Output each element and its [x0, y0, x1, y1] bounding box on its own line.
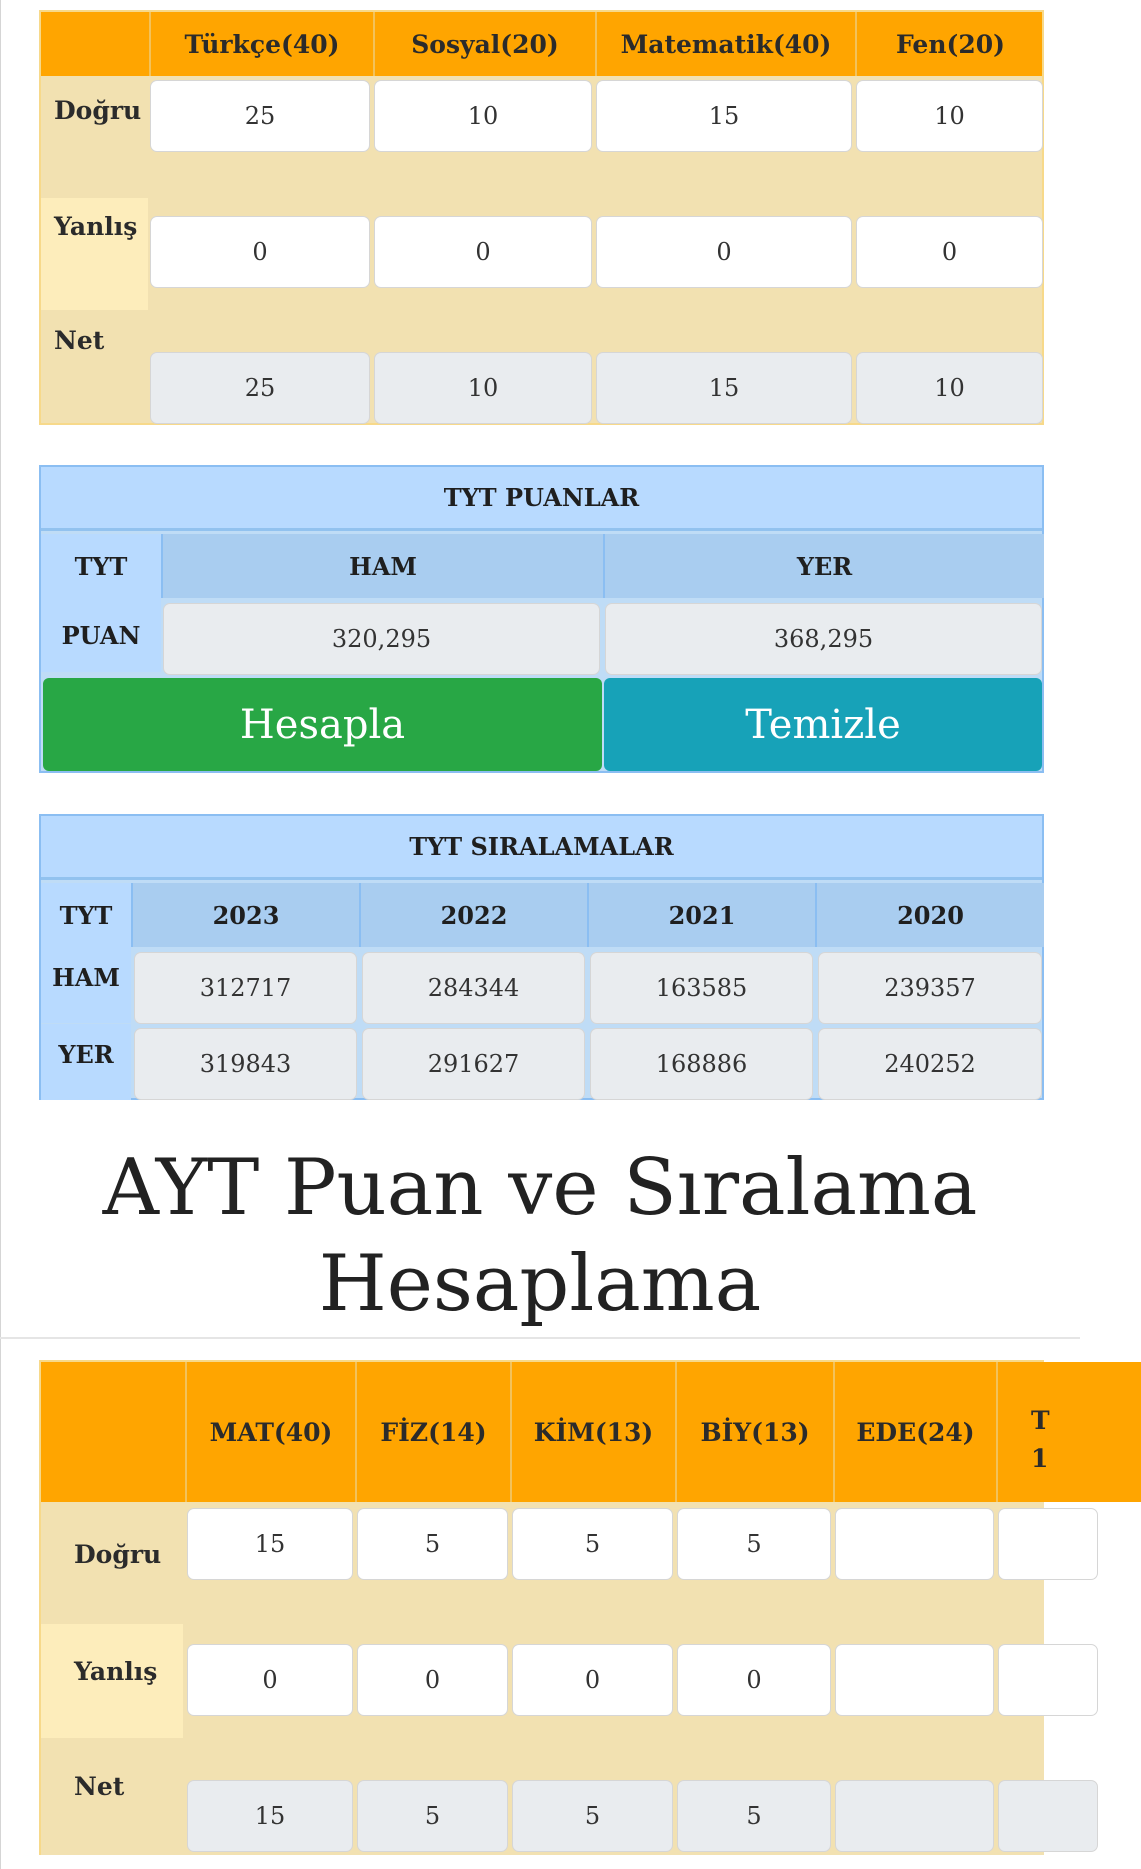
ayt-dogru-input-ede[interactable]: [835, 1508, 994, 1580]
ayt-yanlis-input-kim[interactable]: 0: [512, 1644, 673, 1716]
yanlis-input-fen[interactable]: 0: [856, 216, 1043, 288]
row-label-net: Net: [54, 326, 105, 355]
ayt-row-label-yanlis: Yanlış: [74, 1657, 158, 1686]
ayt-yanlis-input-ede[interactable]: [835, 1644, 994, 1716]
ayt-dogru-input-fiz[interactable]: 5: [357, 1508, 508, 1580]
cut-fragment-line1: T: [1031, 1406, 1050, 1435]
tyt-siralamalar-title: TYT SIRALAMALAR: [41, 816, 1042, 880]
tyt-puanlar-table: [39, 465, 1044, 773]
tyt-puanlar-corner: TYT: [41, 534, 161, 598]
row-label-ham: HAM: [41, 947, 131, 1023]
tyt-siralamalar-table: [39, 814, 1044, 1100]
row-label-yer: YER: [41, 1024, 131, 1100]
ayt-net-value-ede: [835, 1780, 994, 1852]
ayt-dogru-input-mat[interactable]: 15: [187, 1508, 353, 1580]
ayt-yanlis-input-fiz[interactable]: 0: [357, 1644, 508, 1716]
tyt-siralamalar-corner: TYT: [41, 883, 131, 947]
col-header-biy: BİY(13): [675, 1362, 833, 1502]
yer-2022-value: 291627: [362, 1028, 585, 1100]
ayt-heading-line2: Hesaplama: [318, 1239, 762, 1329]
ayt-net-table: [39, 1360, 1050, 1855]
page-left-edge: [0, 0, 1, 1869]
tyt-puanlar-title: TYT PUANLAR: [41, 467, 1042, 531]
col-header-turkce: Türkçe(40): [149, 12, 373, 76]
ayt-row-label-dogru: Doğru: [74, 1540, 162, 1569]
section-divider: [0, 1337, 1080, 1339]
row-label-yanlis: Yanlış: [54, 212, 138, 241]
dogru-input-fen[interactable]: 10: [856, 80, 1043, 152]
col-header-fiz: FİZ(14): [355, 1362, 510, 1502]
ayt-row-label-net: Net: [74, 1772, 125, 1801]
col-header-2023: 2023: [131, 883, 359, 947]
ayt-net-value-kim: 5: [512, 1780, 673, 1852]
ayt-net-value-mat: 15: [187, 1780, 353, 1852]
ayt-heading-line1: AYT Puan ve Sıralama: [102, 1143, 978, 1233]
col-header-2020: 2020: [815, 883, 1044, 947]
ham-2021-value: 163585: [590, 952, 813, 1024]
ayt-dogru-input-kim[interactable]: 5: [512, 1508, 673, 1580]
hesapla-button[interactable]: Hesapla: [43, 678, 602, 771]
ayt-net-value-fiz: 5: [357, 1780, 508, 1852]
col-header-matematik: Matematik(40): [595, 12, 855, 76]
row-label-puan: PUAN: [41, 598, 161, 672]
ayt-yanlis-input-cut[interactable]: [998, 1644, 1098, 1716]
yer-2023-value: 319843: [134, 1028, 357, 1100]
ham-2020-value: 239357: [818, 952, 1042, 1024]
dogru-input-sosyal[interactable]: 10: [374, 80, 592, 152]
temizle-button[interactable]: Temizle: [604, 678, 1042, 771]
net-value-matematik: 15: [596, 352, 852, 424]
net-value-fen: 10: [856, 352, 1043, 424]
yanlis-input-sosyal[interactable]: 0: [374, 216, 592, 288]
net-value-turkce: 25: [150, 352, 370, 424]
ayt-page-heading: [0, 1140, 1080, 1332]
ayt-net-value-biy: 5: [677, 1780, 831, 1852]
ayt-net-value-cut: [998, 1780, 1098, 1852]
col-header-2022: 2022: [359, 883, 587, 947]
ayt-dogru-input-biy[interactable]: 5: [677, 1508, 831, 1580]
yer-2020-value: 240252: [818, 1028, 1042, 1100]
ayt-yanlis-input-biy[interactable]: 0: [677, 1644, 831, 1716]
col-header-yer: YER: [603, 534, 1044, 598]
ham-2023-value: 312717: [134, 952, 357, 1024]
dogru-input-matematik[interactable]: 15: [596, 80, 852, 152]
puan-ham-value: 320,295: [163, 603, 600, 675]
col-header-mat: MAT(40): [185, 1362, 355, 1502]
row-label-dogru: Doğru: [54, 96, 142, 125]
net-value-sosyal: 10: [374, 352, 592, 424]
col-header-2021: 2021: [587, 883, 815, 947]
yanlis-input-turkce[interactable]: 0: [150, 216, 370, 288]
dogru-input-turkce[interactable]: 25: [150, 80, 370, 152]
ayt-yanlis-input-mat[interactable]: 0: [187, 1644, 353, 1716]
col-header-kim: KİM(13): [510, 1362, 675, 1502]
yer-2021-value: 168886: [590, 1028, 813, 1100]
col-header-sosyal: Sosyal(20): [373, 12, 595, 76]
col-header-fen: Fen(20): [855, 12, 1044, 76]
ayt-dogru-input-cut[interactable]: [998, 1508, 1098, 1580]
col-header-ham: HAM: [161, 534, 603, 598]
puan-yer-value: 368,295: [605, 603, 1042, 675]
yanlis-input-matematik[interactable]: 0: [596, 216, 852, 288]
ham-2022-value: 284344: [362, 952, 585, 1024]
col-header-cut-fragment: [1031, 1402, 1050, 1478]
tyt-net-table: [39, 10, 1044, 425]
col-header-ede: EDE(24): [833, 1362, 996, 1502]
cut-fragment-line2: 1: [1031, 1444, 1049, 1473]
